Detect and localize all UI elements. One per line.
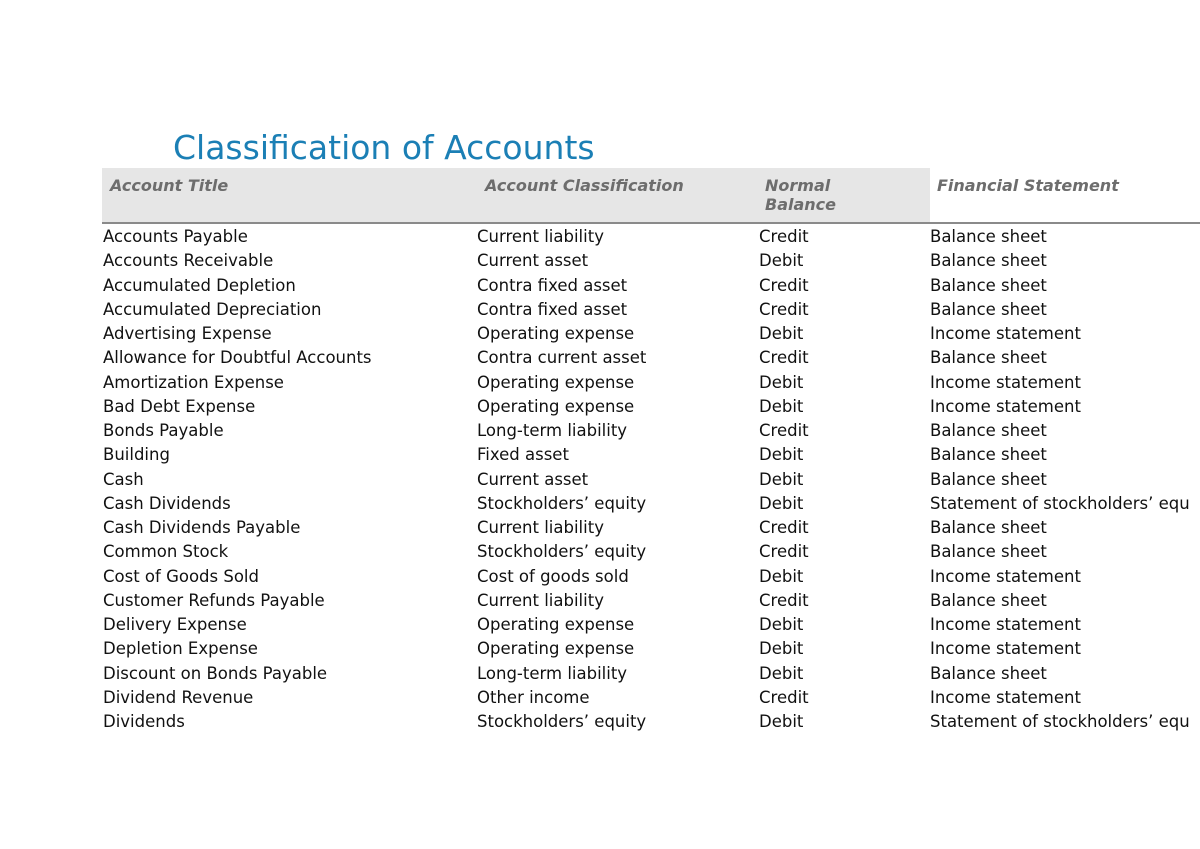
cell-account-classification: Stockholders’ equity [477,542,647,562]
cell-account-title: Advertising Expense [103,324,272,343]
cell-normal-balance: Debit [759,712,804,731]
cell-account-title: Amortization Expense [103,372,284,392]
cell-normal-balance: Credit [759,299,809,319]
cell-account-classification: Long-term liability [477,421,628,440]
cell-financial-statement: Balance sheet [930,590,1047,610]
cell-normal-balance: Credit [759,421,809,440]
column-header-account-classification: Account Classification [485,176,684,195]
table-row [102,371,1200,395]
cell-financial-statement: Income statement [930,372,1081,392]
cell-account-classification: Operating expense [477,396,635,416]
cell-account-title: Dividends [103,712,185,731]
cell-account-title: Delivery Expense [103,615,247,634]
table-row [102,637,1200,661]
cell-account-title: Accumulated Depletion [103,275,296,295]
cell-account-title: Bad Debt Expense [103,396,256,416]
cell-normal-balance: Credit [759,227,809,246]
cell-financial-statement: Balance sheet [930,251,1047,271]
cell-account-title: Dividend Revenue [103,687,254,707]
cell-financial-statement: Balance sheet [930,299,1047,319]
cell-normal-balance: Debit [759,372,804,392]
cell-financial-statement: Income statement [930,615,1081,634]
cell-financial-statement: Income statement [930,396,1081,416]
cell-normal-balance: Debit [759,469,804,489]
cell-account-classification: Contra fixed asset [477,299,628,319]
cell-account-classification: Fixed asset [477,445,569,465]
cell-account-classification: Current liability [477,227,604,246]
table-row [102,274,1200,298]
table-row [102,443,1200,467]
cell-account-title: Accounts Payable [103,227,248,246]
cell-account-title: Accumulated Depreciation [103,299,322,319]
table-row [102,492,1200,516]
cell-financial-statement: Balance sheet [930,542,1047,562]
accounts-table-body [102,225,1200,734]
cell-financial-statement: Income statement [930,639,1081,659]
cell-financial-statement: Balance sheet [930,445,1047,465]
cell-account-classification: Operating expense [477,372,635,392]
table-row [102,298,1200,322]
cell-account-classification: Current asset [477,469,589,489]
cell-account-classification: Operating expense [477,324,635,343]
table-row [102,516,1200,540]
cell-normal-balance: Credit [759,348,809,368]
table-row [102,710,1200,734]
cell-account-classification: Cost of goods sold [477,566,629,586]
table-row [102,540,1200,564]
column-header-account-title: Account Title [110,176,229,195]
table-row [102,249,1200,273]
cell-account-classification: Other income [477,687,590,707]
page-title: Classification of Accounts [173,128,595,167]
cell-account-classification: Current liability [477,518,604,537]
cell-normal-balance: Debit [759,396,804,416]
cell-account-title: Discount on Bonds Payable [103,663,328,683]
table-row [102,419,1200,443]
cell-normal-balance: Debit [759,615,804,634]
table-header [102,168,1200,224]
cell-account-classification: Operating expense [477,639,635,659]
column-header-financial-statement: Financial Statement [937,176,1119,195]
cell-financial-statement: Income statement [930,324,1081,343]
cell-account-title: Common Stock [103,542,229,562]
cell-account-classification: Current liability [477,590,604,610]
table-row [102,589,1200,613]
table-row [102,395,1200,419]
cell-normal-balance: Debit [759,324,804,343]
table-row [102,565,1200,589]
cell-financial-statement: Balance sheet [930,518,1047,537]
cell-financial-statement: Balance sheet [930,227,1047,246]
cell-normal-balance: Credit [759,542,809,562]
cell-account-title: Cash Dividends [103,493,231,513]
column-header-normal-balance [765,176,836,214]
cell-financial-statement: Statement of stockholders’ equ [930,493,1190,513]
cell-account-classification: Current asset [477,251,589,271]
cell-account-classification: Long-term liability [477,663,628,683]
cell-account-title: Cash [103,469,144,489]
table-row [102,225,1200,249]
cell-account-classification: Operating expense [477,615,635,634]
table-row [102,686,1200,710]
cell-normal-balance: Debit [759,639,804,659]
table-row [102,322,1200,346]
cell-account-title: Accounts Receivable [103,251,274,271]
cell-normal-balance: Debit [759,493,804,513]
cell-normal-balance: Credit [759,590,809,610]
cell-financial-statement: Balance sheet [930,469,1047,489]
cell-account-title: Customer Refunds Payable [103,590,325,610]
table-row [102,468,1200,492]
cell-account-classification: Stockholders’ equity [477,712,647,731]
cell-account-title: Cash Dividends Payable [103,518,301,537]
table-row [102,346,1200,370]
cell-account-title: Cost of Goods Sold [103,566,259,586]
column-header-normal-balance-line1: Normal [765,176,831,195]
cell-account-classification: Stockholders’ equity [477,493,647,513]
cell-normal-balance: Credit [759,518,809,537]
cell-account-title: Allowance for Doubtful Accounts [103,348,372,368]
cell-normal-balance: Debit [759,663,804,683]
cell-financial-statement: Statement of stockholders’ equ [930,712,1190,731]
column-header-normal-balance-line2: Balance [765,195,836,214]
cell-financial-statement: Balance sheet [930,275,1047,295]
cell-account-title: Building [103,445,170,465]
cell-account-classification: Contra current asset [477,348,647,368]
cell-account-classification: Contra fixed asset [477,275,628,295]
cell-financial-statement: Balance sheet [930,421,1047,440]
cell-normal-balance: Debit [759,445,804,465]
cell-financial-statement: Income statement [930,687,1081,707]
table-row [102,662,1200,686]
cell-financial-statement: Income statement [930,566,1081,586]
table-row [102,613,1200,637]
cell-normal-balance: Credit [759,687,809,707]
cell-financial-statement: Balance sheet [930,348,1047,368]
cell-account-title: Bonds Payable [103,421,224,440]
cell-account-title: Depletion Expense [103,639,258,659]
cell-normal-balance: Debit [759,566,804,586]
cell-normal-balance: Debit [759,251,804,271]
cell-normal-balance: Credit [759,275,809,295]
cell-financial-statement: Balance sheet [930,663,1047,683]
